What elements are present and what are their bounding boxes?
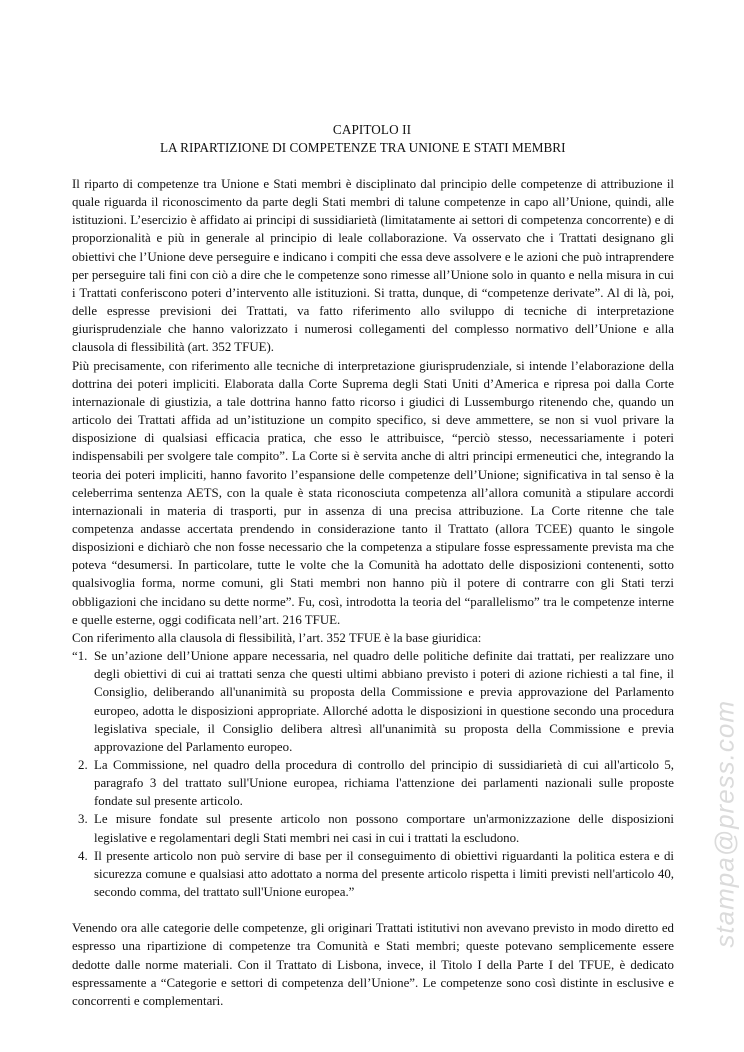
quote-item-text: Le misure fondate sul presente articolo non possono comportare un'armonizzazione delle disposizioni legislative e regolamentari degli Stati membri nei casi in cui i trattati la escludono. bbox=[94, 812, 674, 845]
spacer bbox=[72, 901, 674, 919]
paragraph: Più precisamente, con riferimento alle tecniche di interpretazione giurisprudenziale, si intende l’elaborazione della dottrina dei poteri impliciti. Elaborata dalla Corte Suprema degli Stati Uniti d’America e ripresa poi dalla Corte internazionale di giustizia, a tale dottrina hanno fatto ricorso i giudici di Lussemburgo ritenendo che, quando un articolo dei Trattati affida ad un’istituzione un compito specifico, si deve ammettere, se non si vuol privare la disposizione di qualsiasi efficacia pratica, che esso le attribuisce, “perciò stesso, necessariamente i poteri indispensabili per svolgere tale compito”. La Corte si è servita anche di altri principi ermeneutici che, integrando la teoria dei poteri impliciti, hanno favorito l’espansione delle competenze dell’Unione; significativa in tal senso è la celeberrima sentenza AETS, con la quale è stata riconosciuta competenza all’allora comunità a stipulare accordi internazionali in materia di trasporti, pur in assenza di una precisa attribuzione. La Corte ritenne che tale competenza andasse accertata prendendo in considerazione tanto il Trattato (allora TCEE) quanto le singole disposizioni e dichiarò che non fosse necessario che la competenza a stipulare fosse espressamente prevista ma che poteva “desumersi. In particolare, tutte le volte che la Comunità ha adottato delle disposizioni contenenti, sotto qualsivoglia forma, norme comuni, gli Stati membri non hanno più il potere di contrarre con gli Stati terzi obbligazioni che incidano su dette norme”. Fu, così, introdotta la teoria del “parallelismo” tra le competenze interne e quelle esterne, oggi codificata nell’art. 216 TFUE. bbox=[72, 358, 674, 627]
quote-item-text: La Commissione, nel quadro della procedura di controllo del principio di sussidiarietà di cui all'articolo 5, paragrafo 3 del trattato sull'Unione europea, richiama l'attenzione dei parlamenti nazionali sulle proposte fondate sul presente articolo. bbox=[94, 758, 674, 809]
quote-item-text: Il presente articolo non può servire di base per il conseguimento di obiettivi riguardanti la politica estera e di sicurezza comune e qualsiasi atto adottato a norma del presente articolo rispetta i limiti previsti nell'articolo 40, secondo comma, del trattato sull'Unione europea.” bbox=[94, 848, 674, 900]
paragraph: Il riparto di competenze tra Unione e Stati membri è disciplinato dal principio delle competenze di attribuzione il quale riguarda il riconoscimento da parte degli Stati membri di talune competenze in capo all’Unione, quindi, alle istituzioni. L’esercizio è affidato ai principi di sussidiarietà (limitatamente ai settori di competenza concorrente) e di proporzionalità e più in generale al principio di leale collaborazione. Va osservato che i Trattati designano gli obiettivi che l’Unione deve perseguire e indicano i compiti che essa deve assolvere e le azioni che può intraprendere per perseguire tali fini con ciò a dire che le competenze sono rimesse all’Unione solo in quanto e nella misura in cui i Trattati conferiscono poteri d’intervento alle istituzioni. Si tratta, dunque, di “competenze derivate”. Al di là, poi, delle espresse previsioni dei Trattati, va fatto riferimento allo sviluppo di tecniche di interpretazione giurisprudenziale che hanno valorizzato i numerosi collegamenti del complesso normativo dell’Unione e alla clausola di flessibilità (art. 352 TFUE). bbox=[72, 177, 674, 355]
paragraph: Con riferimento alla clausola di flessibilità, l’art. 352 TFUE è la base giuridica: bbox=[72, 630, 482, 645]
chapter-label-text: CAPITOLO II bbox=[332, 122, 412, 137]
quote-item-number: “1. bbox=[72, 649, 88, 664]
chapter-label bbox=[0, 122, 744, 138]
quote-item bbox=[72, 847, 674, 901]
document-body bbox=[72, 175, 674, 1010]
quote-item-text: Se un’azione dell’Unione appare necessaria, nel quadro delle politiche definite dai trattati, per realizzare uno degli obiettivi di cui ai trattati senza che questi ultimi abbiano previsto i poteri di azione richiesti a tal fine, il Consiglio, deliberando all'unanimità su proposta della Commissione e previa approvazione del Parlamento europeo, adotta le disposizioni appropriate. Allorché adotta le disposizioni in questione secondo una procedura legislativa speciale, il Consiglio delibera altresì all'unanimità su proposta della Commissione e previa approvazione del Parlamento europeo. bbox=[94, 649, 674, 754]
chapter-title: LA RIPARTIZIONE DI COMPETENZE TRA UNIONE E STATI MEMBRI bbox=[160, 140, 566, 155]
closing-paragraph: Venendo ora alle categorie delle competenze, gli originari Trattati istitutivi non avevano previsto in modo diretto ed espresso una ripartizione di competenze tra Comunità e Stati membri; queste potevano semplicemente essere dedotte dalle norme materiali. Con il Trattato di Lisbona, invece, il Titolo I della Parte I del TFUE, è dedicato espressamente a “Categorie e settori di competenza dell’Unione”. Le competenze sono così distinte in esclusive e concorrenti e complementari. bbox=[72, 921, 674, 1008]
quote-item bbox=[72, 647, 674, 756]
article-quote-list bbox=[72, 647, 674, 901]
quote-item-number: 3. bbox=[78, 812, 88, 827]
quote-item bbox=[72, 756, 674, 810]
quote-item-number: 4. bbox=[78, 848, 88, 863]
quote-item-number: 2. bbox=[78, 758, 88, 772]
watermark: stampa@press.com bbox=[710, 700, 740, 948]
quote-item bbox=[72, 810, 674, 846]
